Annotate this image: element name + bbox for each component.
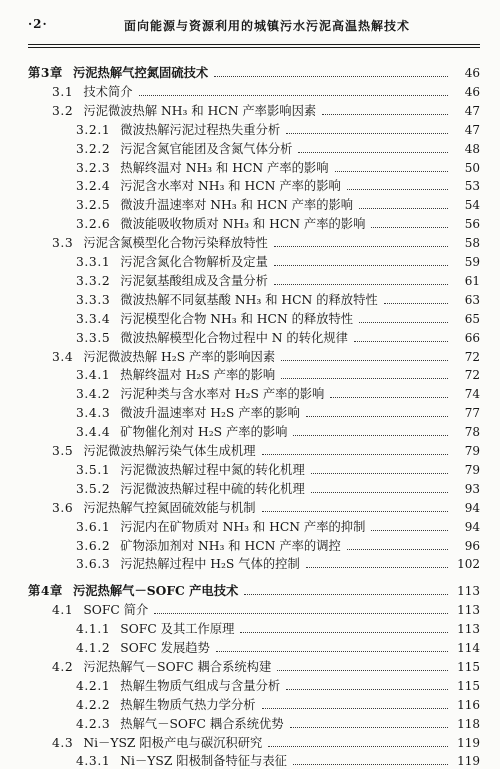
toc-entry-number: 4.1: [52, 603, 74, 618]
toc-entry-page: 46: [464, 84, 480, 99]
toc-section-entry: [0, 232, 500, 250]
toc-subsection-entry: [0, 618, 500, 636]
toc-entry-number: 3.6.2: [76, 538, 111, 553]
toc-entry-title: 微波热解不同氨基酸 NH₃ 和 HCN 的释放特性: [120, 292, 378, 307]
toc-entry-page: 79: [464, 462, 480, 477]
toc-entry-title: 污泥微波热解 NH₃ 和 HCN 产率影响因素: [83, 103, 317, 118]
toc-section-entry: [0, 497, 500, 515]
toc-entry-title: 污泥热解过程中 H₂S 气体的控制: [120, 557, 300, 572]
toc-entry-number: 3.3.2: [76, 273, 111, 288]
toc-entry-number: 4.2.2: [76, 697, 111, 712]
book-title: 面向能源与资源利用的城镇污水污泥高温热解技术: [124, 19, 411, 33]
toc-entry-page: 118: [457, 716, 480, 731]
toc-entry-title: 热解生物质气热力学分析: [120, 697, 256, 712]
dot-leader: [216, 651, 448, 652]
dot-leader: [277, 670, 448, 671]
toc-entry-page: 94: [464, 519, 480, 534]
toc-chapter-entry: [0, 580, 500, 598]
toc-subsection-entry: [0, 383, 500, 401]
toc-entry-title: 微波热解模型化合物过程中 N 的转化规律: [120, 330, 348, 345]
toc-subsection-entry: [0, 713, 500, 731]
dot-leader: [274, 265, 448, 266]
toc-subsection-entry: [0, 194, 500, 212]
dot-leader: [311, 492, 448, 493]
dot-leader: [262, 708, 448, 709]
dot-leader: [240, 632, 448, 633]
toc-entry-number: 3.2.4: [76, 179, 111, 194]
toc-entry-title: 微波能吸收物质对 NH₃ 和 HCN 产率的影响: [120, 217, 366, 232]
toc-entry-page: 114: [457, 641, 480, 655]
toc-entry-number: 3.4.1: [76, 368, 111, 383]
toc-subsection-entry: [0, 213, 500, 231]
toc-entry-number: 3.2.5: [76, 198, 111, 213]
toc-entry-title: 污泥微波热解 H₂S 产率的影响因素: [83, 349, 276, 364]
dot-leader: [298, 152, 448, 153]
toc-section-entry: [0, 732, 500, 750]
toc-subsection-entry: [0, 637, 500, 655]
toc-entry-title: 污泥模型化合物 NH₃ 和 HCN 的释放特性: [120, 311, 354, 326]
toc-entry-page: 47: [464, 103, 480, 118]
toc-entry-page: 66: [464, 330, 480, 345]
toc-subsection-entry: [0, 364, 500, 382]
toc-entry-page: 56: [464, 217, 480, 232]
toc-entry-page: 119: [457, 754, 480, 769]
toc-entry-title: 污泥含氮官能团及含氮气体分析: [120, 141, 293, 156]
toc-entry-title: 热解终温对 H₂S 产率的影响: [120, 368, 276, 383]
toc-entry-title: Ni－YSZ 阳极产电与碳沉积研究: [83, 735, 263, 750]
toc-entry-number: 3.3.4: [76, 311, 111, 326]
toc-entry-number: 第4章: [28, 583, 63, 599]
toc-entry-page: 72: [464, 349, 480, 364]
toc-entry-number: 3.2.6: [76, 217, 111, 232]
toc-entry-title: SOFC 发展趋势: [120, 641, 210, 655]
toc-entry-page: 93: [464, 481, 480, 496]
toc-entry-number: 3.6: [52, 500, 74, 515]
dot-leader: [306, 567, 448, 568]
toc-entry-page: 58: [464, 236, 480, 251]
toc-entry-number: 3.3.3: [76, 292, 111, 307]
toc-entry-title: 微波升温速率对 H₂S 产率的影响: [120, 406, 300, 421]
toc-entry-page: 113: [457, 622, 480, 637]
dot-leader: [293, 764, 448, 765]
toc-entry-page: 78: [464, 425, 480, 440]
toc-entry-title: 污泥氨基酸组成及含量分析: [120, 273, 268, 288]
toc-entry-number: 4.1.2: [76, 641, 111, 655]
toc-entry-number: 第3章: [28, 65, 63, 80]
toc-entry-page: 113: [457, 584, 480, 599]
toc-entry-page: 47: [464, 122, 480, 137]
dot-leader: [139, 95, 448, 96]
dot-leader: [154, 613, 448, 614]
toc-entry-number: 4.2.3: [76, 716, 111, 731]
toc-entry-number: 3.5.1: [76, 462, 111, 477]
toc-entry-number: 3.5: [52, 444, 74, 458]
dot-leader: [359, 322, 448, 323]
toc-entry-page: 94: [464, 500, 480, 515]
toc-subsection-entry: [0, 157, 500, 175]
dot-leader: [359, 208, 448, 209]
dot-leader: [347, 549, 448, 550]
dot-leader: [274, 246, 448, 247]
toc-section-entry: [0, 440, 500, 458]
toc-entry-page: 102: [457, 557, 480, 572]
toc-entry-page: 119: [457, 735, 480, 750]
header-rule-thin: [28, 47, 480, 48]
toc-entry-number: 3.3: [52, 236, 74, 251]
toc-entry-number: 3.1: [52, 84, 74, 99]
dot-leader: [371, 530, 448, 531]
toc-entry-page: 74: [464, 387, 480, 402]
toc-entry-title: 热解生物质气组成与含量分析: [120, 678, 281, 693]
toc-subsection-entry: [0, 270, 500, 288]
toc-entry-page: 61: [464, 273, 480, 288]
dot-leader: [384, 303, 448, 304]
toc-entry-title: 污泥种类与含水率对 H₂S 产率的影响: [120, 387, 325, 402]
toc-entry-page: 115: [457, 659, 480, 674]
toc-subsection-entry: [0, 289, 500, 307]
dot-leader: [244, 594, 448, 595]
toc-entry-title: 污泥含水率对 NH₃ 和 HCN 产率的影响: [120, 179, 341, 194]
toc-subsection-entry: [0, 535, 500, 553]
toc-entry-title: 矿物催化剂对 H₂S 产率的影响: [120, 425, 288, 440]
toc-entry-page: 65: [464, 311, 480, 326]
toc-subsection-entry: [0, 675, 500, 693]
toc-entry-page: 63: [464, 292, 480, 307]
dot-leader: [330, 397, 448, 398]
page-number: ·2·: [28, 17, 48, 31]
toc-entry-title: 污泥热解气控氮固硫技术: [72, 65, 209, 80]
toc-subsection-entry: [0, 750, 500, 768]
toc-subsection-entry: [0, 694, 500, 712]
toc-subsection-entry: [0, 516, 500, 534]
toc-subsection-entry: [0, 119, 500, 137]
toc-entry-page: 72: [464, 368, 480, 383]
toc-entry-title: SOFC 简介: [83, 603, 149, 618]
toc-entry-title: 热解终温对 NH₃ 和 HCN 产率的影响: [120, 160, 329, 175]
toc-entry-number: 4.2.1: [76, 678, 111, 693]
dot-leader: [311, 473, 448, 474]
toc-entry-title: 矿物添加剂对 NH₃ 和 HCN 产率的调控: [120, 538, 341, 553]
toc-subsection-entry: [0, 553, 500, 571]
dot-leader: [262, 511, 448, 512]
toc-entry-number: 3.3.5: [76, 330, 111, 345]
toc-entry-number: 4.2: [52, 659, 74, 674]
toc-entry-page: 115: [457, 678, 480, 693]
toc-entry-page: 50: [464, 160, 480, 175]
toc-entry-title: 污泥含氮模型化合物污染释放特性: [83, 236, 268, 251]
toc-entry-title: 污泥含氮化合物解析及定量: [120, 255, 268, 269]
toc-entry-number: 3.3.1: [76, 255, 111, 269]
toc-entry-page: 53: [464, 179, 480, 194]
dot-leader: [290, 727, 448, 728]
toc-section-entry: [0, 346, 500, 364]
running-header: [28, 14, 480, 38]
toc-entry-title: 污泥微波热解污染气体生成机理: [83, 444, 256, 458]
toc-entry-page: 79: [464, 444, 480, 458]
dot-leader: [322, 114, 448, 115]
toc-entry-page: 113: [457, 603, 480, 618]
toc-entry-number: 3.4.4: [76, 425, 111, 440]
toc-entry-number: 3.2.3: [76, 160, 111, 175]
toc-subsection-entry: [0, 402, 500, 420]
dot-leader: [354, 341, 448, 342]
toc-entry-title: 污泥热解气控氮固硫效能与机制: [83, 500, 256, 515]
dot-leader: [281, 360, 448, 361]
toc-entry-number: 3.2: [52, 103, 74, 118]
toc-section-entry: [0, 100, 500, 118]
toc-entry-title: 污泥内在矿物质对 NH₃ 和 HCN 产率的抑制: [120, 519, 366, 534]
toc-entry-title: 技术简介: [83, 84, 133, 99]
toc-section-entry: [0, 599, 500, 617]
dot-leader: [214, 76, 448, 77]
toc-entry-title: 污泥热解气－SOFC 耦合系统构建: [83, 659, 272, 674]
toc-entry-title: 污泥微波热解过程中硫的转化机理: [120, 481, 305, 496]
toc-entry-number: 3.6.1: [76, 519, 111, 534]
toc-entry-number: 4.1.1: [76, 622, 111, 637]
toc-entry-page: 46: [464, 66, 480, 80]
toc-entry-page: 48: [464, 141, 480, 156]
toc-subsection-entry: [0, 421, 500, 439]
toc-entry-title: 污泥微波热解过程中氮的转化机理: [120, 462, 305, 477]
dot-leader: [286, 689, 448, 690]
toc-entry-title: 热解气－SOFC 耦合系统优势: [120, 716, 284, 731]
dot-leader: [306, 416, 448, 417]
dot-leader: [281, 378, 448, 379]
dot-leader: [262, 454, 448, 455]
toc-entry-title: 微波升温速率对 NH₃ 和 HCN 产率的影响: [120, 198, 354, 213]
toc-entry-page: 116: [457, 697, 480, 712]
dot-leader: [286, 133, 448, 134]
toc-subsection-entry: [0, 138, 500, 156]
toc-entry-number: 3.4.2: [76, 387, 111, 402]
toc-subsection-entry: [0, 327, 500, 345]
toc-subsection-entry: [0, 175, 500, 193]
toc-subsection-entry: [0, 478, 500, 496]
toc-entry-number: 3.2.1: [76, 122, 111, 137]
toc-entry-page: 54: [464, 198, 480, 213]
toc-entry-number: 3.4: [52, 349, 74, 364]
toc-entry-number: 3.2.2: [76, 141, 111, 156]
toc-chapter-entry: [0, 62, 500, 80]
toc-entry-title: SOFC 及其工作原理: [120, 622, 235, 637]
toc-subsection-entry: [0, 459, 500, 477]
toc-entry-page: 59: [464, 255, 480, 269]
toc-subsection-entry: [0, 251, 500, 269]
toc-entry-number: 4.3.1: [76, 754, 111, 769]
toc-entry-number: 3.6.3: [76, 557, 111, 572]
dot-leader: [347, 189, 448, 190]
toc-section-entry: [0, 656, 500, 674]
toc-entry-page: 77: [464, 406, 480, 421]
toc-entry-number: 3.4.3: [76, 406, 111, 421]
toc-entry-title: 微波热解污泥过程热失重分析: [120, 122, 281, 137]
toc-entry-title: 污泥热解气－SOFC 产电技术: [72, 583, 239, 599]
dot-leader: [274, 284, 448, 285]
toc-entry-title: Ni－YSZ 阳极制备特征与表征: [120, 754, 287, 769]
toc-entry-page: 96: [464, 538, 480, 553]
header-rule: [28, 44, 480, 45]
toc-entry-number: 4.3: [52, 735, 74, 750]
toc-entry-number: 3.5.2: [76, 481, 111, 496]
dot-leader: [371, 227, 448, 228]
dot-leader: [268, 746, 448, 747]
dot-leader: [293, 435, 448, 436]
dot-leader: [335, 171, 448, 172]
toc-section-entry: [0, 81, 500, 99]
toc-subsection-entry: [0, 308, 500, 326]
